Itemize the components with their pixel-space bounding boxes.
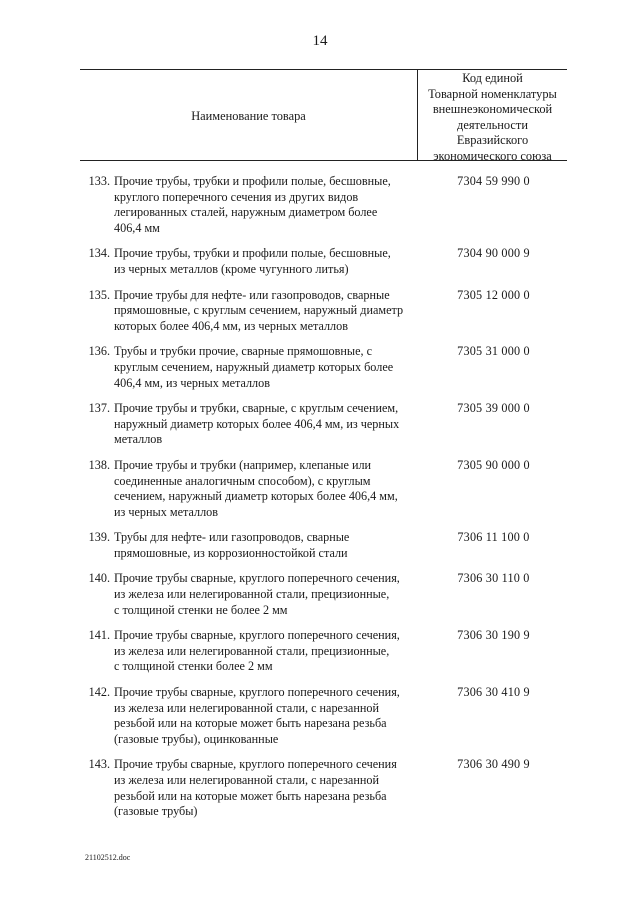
table-row [80,757,567,819]
row-number: 143. [88,757,110,772]
row-description [114,628,434,675]
header-code-line: Евразийского [456,133,529,148]
description-line: резьбой или на которые может быть нарезана резьба [114,788,387,803]
row-number: 137. [88,401,110,416]
goods-table [80,69,567,830]
description-line: из железа или нелегированной стали, с нарезанной [114,773,380,787]
table-row [80,530,567,561]
row-code: 7304 59 990 0 [457,174,530,188]
row-number: 139. [88,530,110,545]
table-row [80,458,567,520]
row-code: 7306 11 100 0 [457,530,530,545]
row-code: 7306 30 110 0 [457,571,530,586]
description-line: которых более 406,4 мм, из черных металлов [114,318,348,333]
header-code-line: внешнеэкономической [432,102,553,117]
header-code-line: Код единой [462,71,523,85]
page-number: 14 [312,33,328,49]
row-code: 7304 90 000 9 [457,246,530,261]
row-description [114,288,434,335]
description-line: из железа или нелегированной стали, прецизионные, [114,587,390,602]
description-line: сечением, наружный диаметр которых более 406,4 мм, [114,489,398,504]
description-line: металлов [114,432,163,447]
table-row [80,246,567,277]
description-line: круглым сечением, наружный диаметр которых более [114,359,394,374]
file-name: 21102512.doc [85,853,131,862]
row-number: 140. [88,571,110,586]
header-name: Наименование товара [191,108,306,123]
row-number: 136. [88,344,110,359]
description-line: из черных металлов (кроме чугунного литья) [114,261,349,276]
table-row [80,628,567,675]
row-description [114,458,434,520]
header-code-line: Товарной номенклатуры [428,86,557,101]
description-line: наружный диаметр которых более 406,4 мм, из черных [114,416,400,431]
header-code-line: экономического союза [433,148,552,163]
description-line: Прочие трубы сварные, круглого поперечного сечения, [114,685,400,700]
row-description [114,757,434,819]
row-number: 142. [88,685,110,700]
table-row [80,401,567,448]
row-number: 135. [88,287,110,302]
description-line: Прочие трубы и трубки, сварные, с круглым сечением, [114,401,399,416]
description-line: Прочие трубы и трубки (например, клепаные или [114,457,372,472]
row-description [114,344,434,391]
description-line: Прочие трубы, трубки и профили полые, бесшовные, [114,174,391,188]
description-line: круглого поперечного сечения из других видов [114,189,359,204]
header-code-line: деятельности [457,117,528,132]
description-line: (газовые трубы) [114,804,198,819]
description-line: из черных металлов [114,504,218,519]
table-row [80,685,567,747]
description-line: из железа или нелегированной стали, с нарезанной [114,700,380,715]
row-code: 7305 31 000 0 [457,344,530,359]
row-description [114,246,434,277]
row-code: 7305 12 000 0 [457,287,530,302]
table-row [80,571,567,618]
description-line: 406,4 мм [114,220,160,235]
description-line: Прочие трубы сварные, круглого поперечного сечения, [114,571,400,586]
row-description [114,401,434,448]
description-line: легированных сталей, наружным диаметром более [114,205,378,220]
table-row [80,344,567,391]
description-line: прямошовные, из коррозионностойкой стали [114,545,348,560]
description-line: с толщиной стенки более 2 мм [114,659,273,674]
description-line: (газовые трубы), оцинкованные [114,731,279,746]
description-line: Прочие трубы сварные, круглого поперечного сечения, [114,628,400,643]
table-row [80,174,567,236]
row-code: 7306 30 490 9 [457,757,530,772]
row-code: 7305 90 000 0 [457,457,530,472]
row-code: 7306 30 410 9 [457,685,530,700]
row-description [114,685,434,747]
description-line: соединенные аналогичным способом), с круглым [114,473,371,488]
description-line: Прочие трубы для нефте- или газопроводов, сварные [114,287,390,302]
header-code [417,70,567,163]
description-line: прямошовные, с круглым сечением, наружный диаметр [114,303,404,318]
description-line: Прочие трубы сварные, круглого поперечного сечения [114,757,397,772]
row-code: 7305 39 000 0 [457,401,530,416]
row-number: 134. [88,246,110,261]
row-description [114,174,434,236]
description-line: 406,4 мм, из черных металлов [114,375,270,390]
table-header [80,69,567,161]
description-line: Прочие трубы, трубки и профили полые, бесшовные, [114,246,391,261]
description-line: резьбой или на которые может быть нарезана резьба [114,716,387,731]
row-number: 141. [88,628,110,643]
row-number: 138. [88,457,110,472]
description-line: Трубы и трубки прочие, сварные прямошовные, с [114,344,372,359]
description-line: с толщиной стенки не более 2 мм [114,602,288,617]
row-number: 133. [88,174,110,188]
row-description [114,571,434,618]
description-line: из железа или нелегированной стали, прецизионные, [114,643,390,658]
row-description [114,530,434,561]
description-line: Трубы для нефте- или газопроводов, сварные [114,530,350,545]
row-code: 7306 30 190 9 [457,628,530,643]
table-body [80,174,567,820]
table-row [80,288,567,335]
